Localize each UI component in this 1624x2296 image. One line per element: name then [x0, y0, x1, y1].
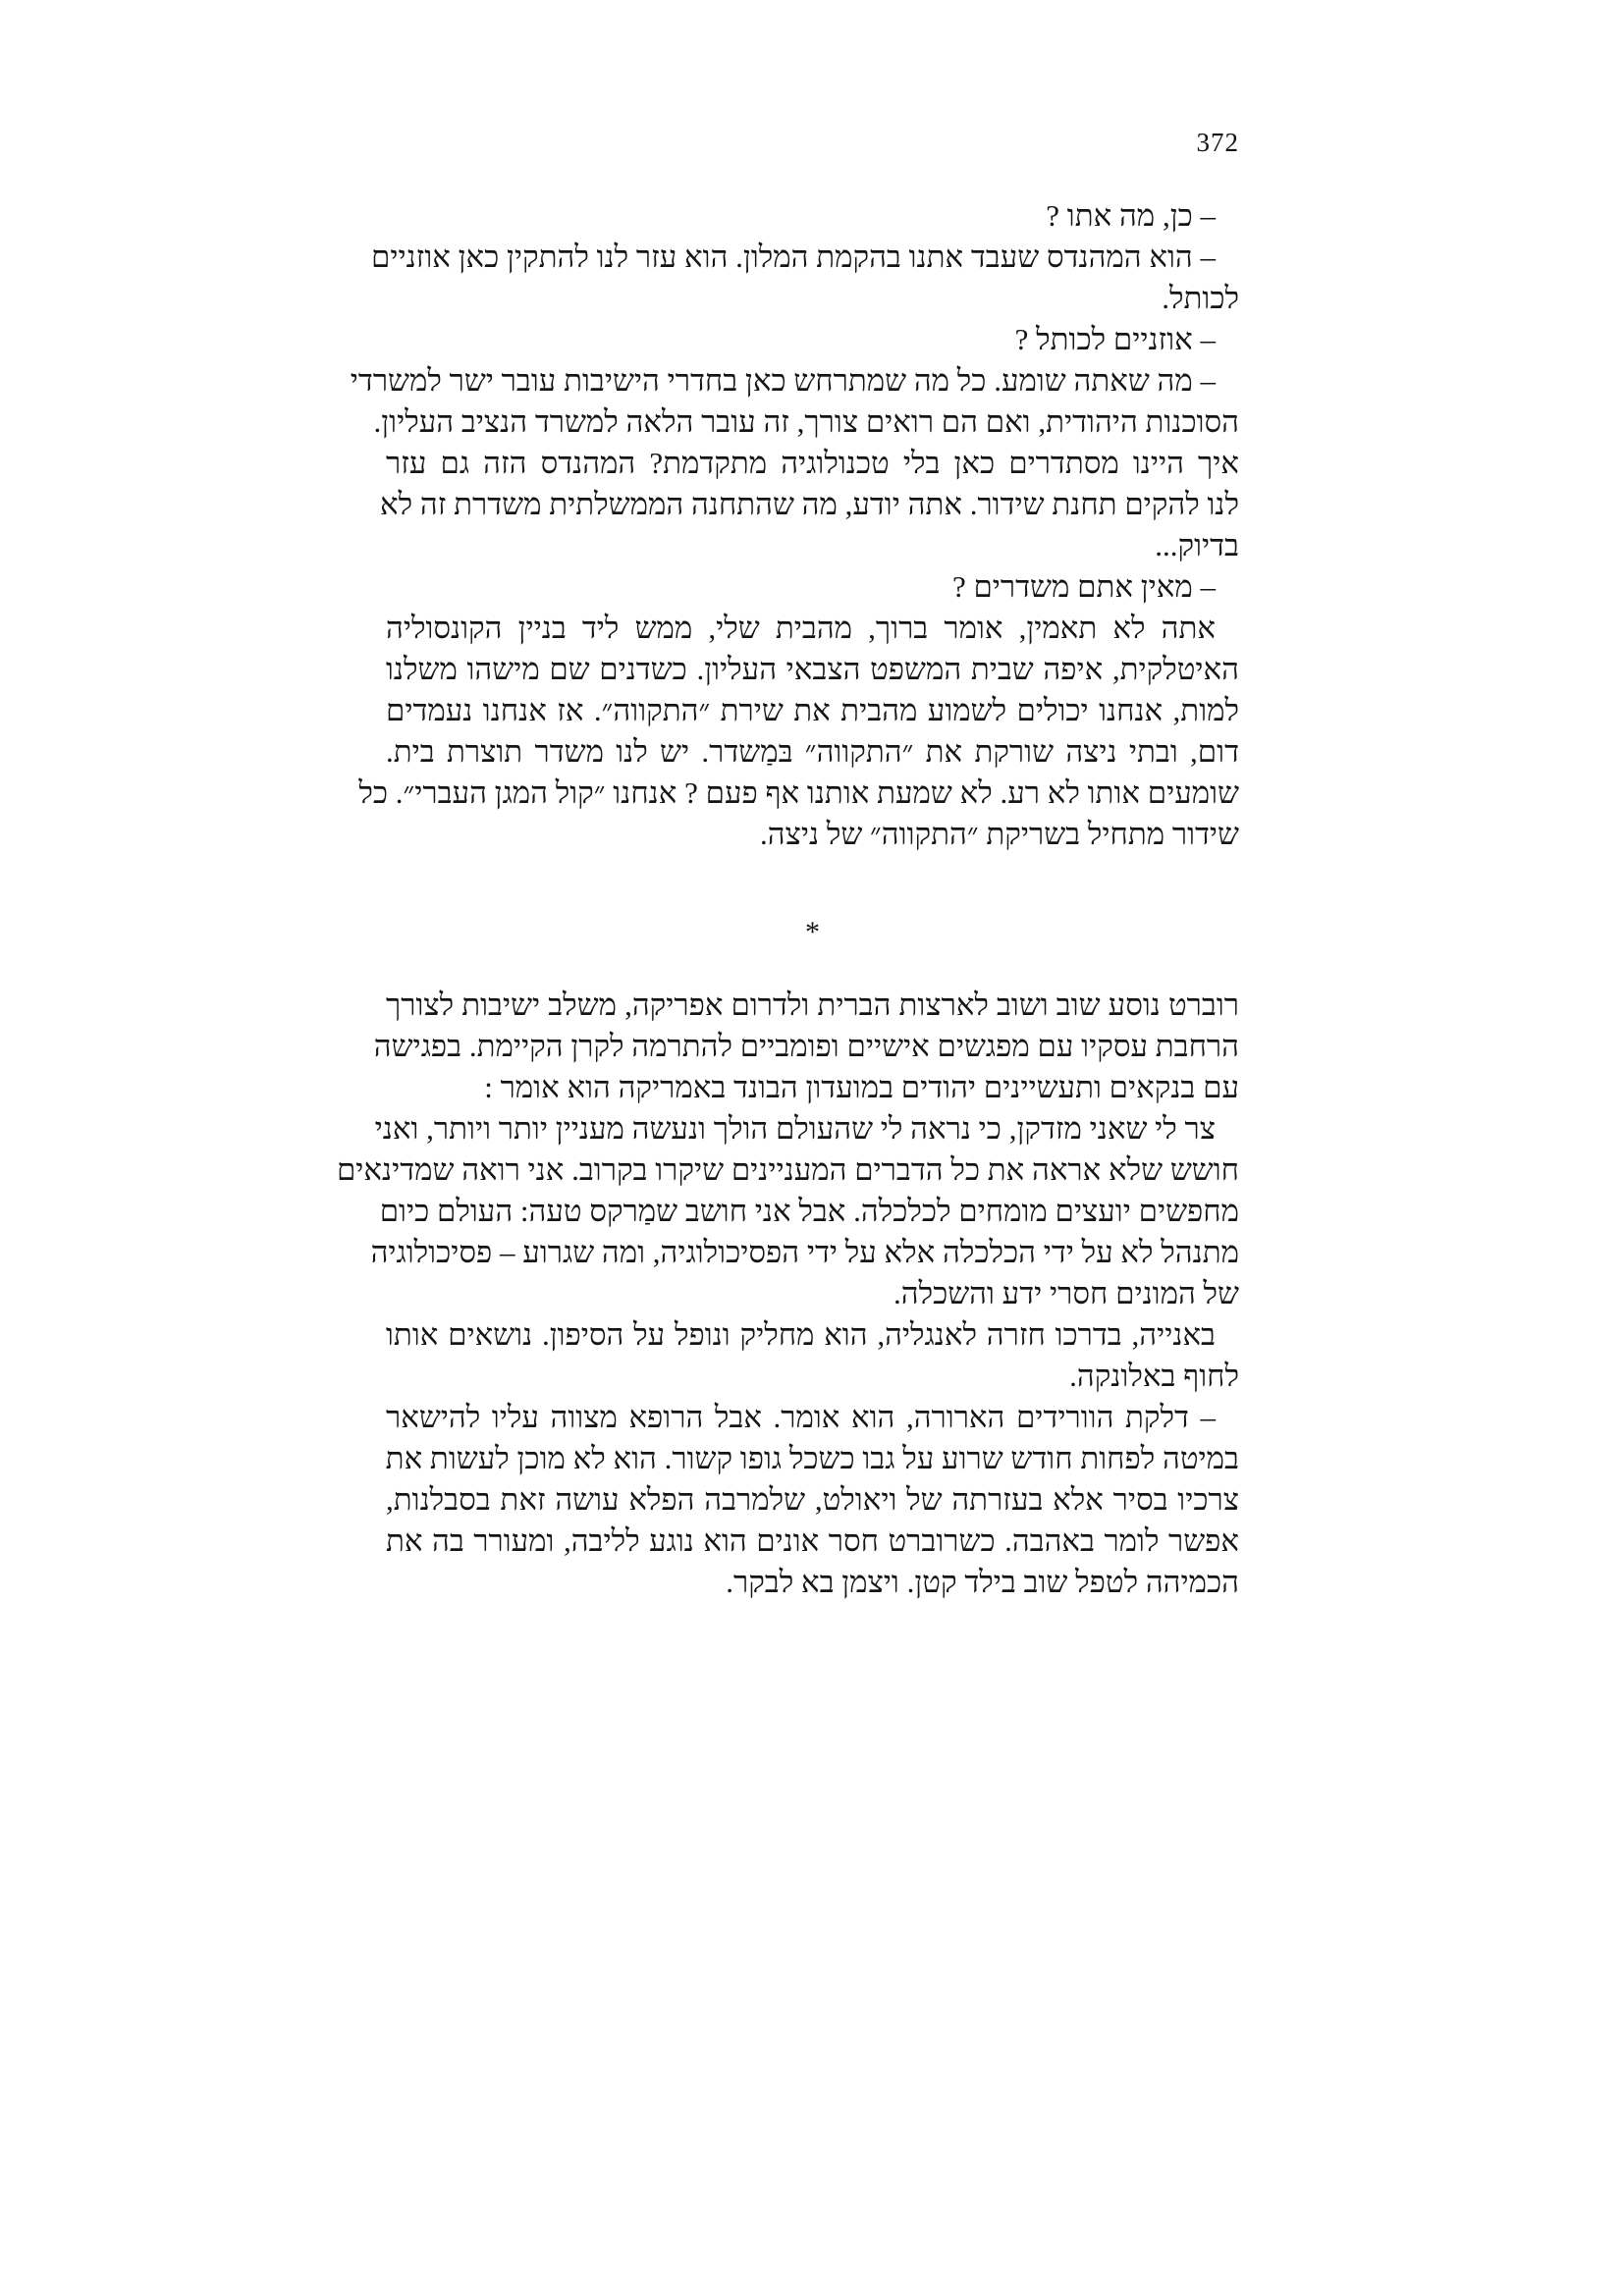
page-body [336, 195, 1239, 1603]
text-line: הכמיהה לטפל שוב בילד קטן. ויצמן בא לבקר. [726, 1565, 1239, 1599]
section-dialogue [350, 195, 1239, 855]
dialogue-paragraph [371, 237, 1239, 319]
text-line: אתה לא תאמין, אומר ברוך, מהבית שלי, ממש ליד בניין הקונסוליה [386, 611, 1216, 645]
asterisk-separator: * [805, 916, 820, 948]
text-line: – מה שאתה שומע. כל מה שמתרחש כאן בחדרי הישיבות עובר ישר למשרדי [350, 363, 1216, 398]
text-line: באנייה, בדרכו חזרה לאנגליה, הוא מחליק ונופל על הסיפון. נושאים אותו [386, 1317, 1216, 1352]
text-line: מחפשים יועצים מומחים לכלכלה. אבל אני חושב שמַרקס טעה: העולם כיום [379, 1194, 1239, 1228]
text-line: אפשר לומר באהבה. כשרוברט חסר אונים הוא נוגע לליבה, ומעורר בה את [386, 1523, 1239, 1558]
text-line: – כן, מה אתו ? [1046, 198, 1216, 233]
dialogue-paragraph [386, 195, 1239, 237]
section-narrative [336, 985, 1239, 1603]
text-line: – דלקת הוורידים הארורה, הוא אומר. אבל הרופא מצווה עליו להישאר [386, 1400, 1216, 1434]
text-line: למות, אנחנו יכולים לשמוע מהבית את שירת ״התקווה״. אז אנחנו נעמדים [386, 693, 1239, 727]
text-line: מתנהל לא על ידי הכלכלה אלא על ידי הפסיכולוגיה, ומה שגרוע – פסיכולוגיה [370, 1235, 1239, 1269]
paragraph [386, 1314, 1239, 1397]
text-line: הרחבת עסקיו עם מפגשים אישיים ופומביים להתרמה לקרן הקיימת. בפגישה [373, 1029, 1239, 1063]
page-number: 372 [1196, 128, 1239, 157]
text-line: לכותל. [1162, 281, 1239, 315]
text-line: לנו להקים תחנת שידור. אתה יודע, מה שהתחנה הממשלתית משדרת זה לא [380, 487, 1239, 521]
text-line: בדיוק... [1155, 528, 1239, 562]
text-line: האיטלקית, איפה שבית המשפט הצבאי העליון. כשדנים שם מישהו משלנו [386, 652, 1239, 686]
text-line: רוברט נוסע שוב ושוב לארצות הברית ולדרום אפריקה, משלב ישיבות לצורך [386, 988, 1239, 1022]
text-line: – הוא המהנדס שעבד אתנו בהקמת המלון. הוא עזר לנו להתקין כאן אוזניים [371, 240, 1216, 274]
text-line: של המונים חסרי ידע והשכלה. [893, 1276, 1239, 1310]
paragraph [358, 608, 1239, 855]
section-separator [386, 855, 1239, 985]
text-line: לחוף באלונקה. [1069, 1359, 1239, 1393]
text-line: חושש שלא אראה את כל הדברים המעניינים שיקרו בקרוב. אני רואה שמדינאים [336, 1152, 1239, 1187]
text-line: שידור מתחיל בשריקת ״התקווה״ של ניצה. [760, 817, 1239, 851]
text-line: צרכיו בסיר אלא בעזרתה של ויאולט, שלמרבה הפלא עושה זאת בסבלנות, [386, 1482, 1239, 1517]
text-line: – אוזניים לכותל ? [1014, 322, 1216, 356]
dialogue-paragraph [386, 566, 1239, 608]
text-line: שומעים אותו לא רע. לא שמעת אותנו אף פעם ? אנחנו ״קול המגן העברי״. כל [358, 775, 1239, 810]
paragraph [373, 985, 1239, 1108]
paragraph [386, 1397, 1239, 1603]
text-line: דום, ובתי ניצה שורקת את ״התקווה״ בּמַשדר. יש לנו משדר תוצרת בית. [386, 734, 1239, 769]
text-line: – מאין אתם משדרים ? [951, 569, 1216, 604]
text-line: איך היינו מסתדרים כאן בלי טכנולוגיה מתקדמת? המהנדס הזה גם עזר [386, 446, 1239, 480]
text-line: עם בנקאים ותעשיינים יהודים במועדון הבונד באמריקה הוא אומר : [484, 1070, 1239, 1104]
text-line: צר לי שאני מזדקן, כי נראה לי שהעולם הולך ונעשה מעניין יותר ויותר, ואני [374, 1111, 1216, 1146]
text-line: במיטה לפחות חודש שרוע על גבו כשכל גופו קשור. הוא לא מוכן לעשות את [385, 1441, 1239, 1475]
dialogue-paragraph [386, 319, 1239, 360]
text-line: הסוכנות היהודית, ואם הם רואים צורך, זה עובר הלאה למשרד הנציב העליון. [373, 404, 1239, 439]
paragraph [336, 1108, 1239, 1314]
dialogue-paragraph [350, 360, 1239, 566]
